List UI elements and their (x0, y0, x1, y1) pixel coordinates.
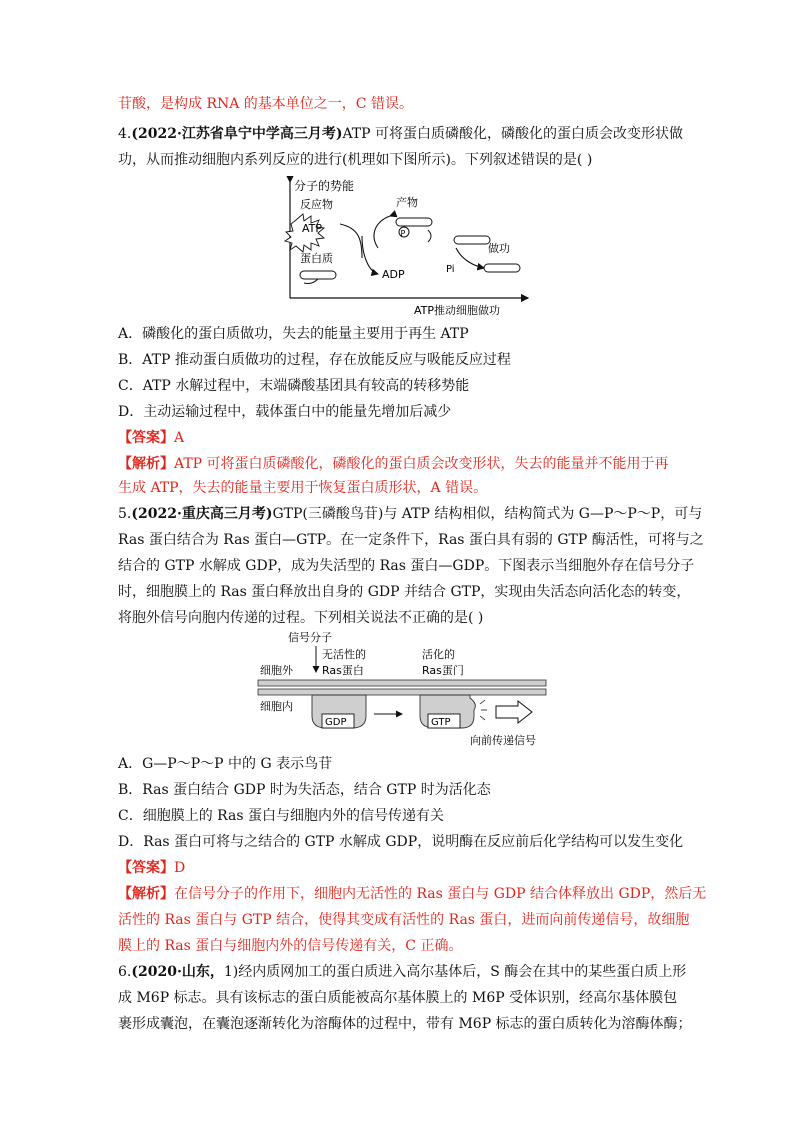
q5-option-c: C．细胞膜上的 Ras 蛋白与细胞内外的信号传递有关 (118, 808, 445, 824)
gtp-label: GTP (431, 717, 451, 728)
q4-stem-text: ATP 可将蛋白质磷酸化，磷酸化的蛋白质会改变形状做 (342, 126, 684, 142)
adp-curve-arrow (362, 236, 378, 274)
signal-molecule-label: 信号分子 (288, 631, 332, 644)
membrane-inner-layer (258, 689, 546, 695)
q5-answer (118, 858, 185, 878)
q6-stem-line3: 裹形成囊泡，在囊泡逐渐转化为溶酶体的过程中，带有 M6P 标志的蛋白质转化为溶酶体酶； (118, 1016, 692, 1032)
q4-option-d: D．主动运输过程中，载体蛋白中的能量先增加后减少 (118, 404, 452, 420)
intracellular-label: 细胞内 (260, 700, 293, 713)
q6-stem-line1 (118, 962, 686, 982)
q5-explanation-line3: 膜上的 Ras 蛋白与细胞内外的信号传递有关，C 正确。 (118, 938, 463, 954)
q5-stem-line4: 时，细胞膜上的 Ras 蛋白释放出自身的 GDP 并结合 GTP，实现由失活态向活化态的转变， (118, 584, 691, 600)
protein-tail-icon (304, 279, 318, 284)
q4-source: (2022·江苏省阜宁中学高三月考) (131, 126, 343, 142)
product-tail-icon (428, 230, 431, 242)
q5-stem-line5: 将胞外信号向胞内传递的过程。下列相关说法不正确的是( ) (118, 610, 484, 626)
ras-signal-diagram (256, 630, 556, 752)
reaction-curve-arrow (340, 224, 362, 258)
q5-explanation-tag: 【解析】 (118, 886, 174, 902)
q5-stem-text: GTP(三磷酸鸟苷)与 ATP 结构相似，结构简式为 G—P～P～P，可与 (272, 506, 703, 522)
q4-answer (118, 428, 184, 448)
q4-explanation-line1: 【解析】ATP 可将蛋白质磷酸化，磷酸化的蛋白质会改变形状，失去的能量并不能用于再 (118, 456, 669, 472)
pi-label: Pi (446, 264, 455, 275)
q6-stem-line2: 成 M6P 标志。具有该标志的蛋白质能被高尔基体膜上的 M6P 受体识别，经高尔基体膜包 (118, 990, 678, 1006)
active-ras-label-line1: 活化的 (422, 648, 455, 661)
forward-signal-label: 向前传递信号 (470, 734, 536, 747)
phosphate-label: P (400, 229, 406, 238)
q6-source: (2020·山东， (131, 964, 224, 980)
working-rod-lower-icon (484, 264, 520, 272)
q6-number: 6. (118, 964, 132, 980)
x-axis-label: ATP推动细胞做功 (414, 304, 501, 317)
q5-answer-value: D (174, 860, 186, 876)
previous-explanation-tail: 苷酸，是构成 RNA 的基本单位之一，C 错误。 (118, 96, 413, 112)
reactant-label: 反应物 (300, 198, 333, 211)
q5-explanation-line1: 【解析】在信号分子的作用下，细胞内无活性的 Ras 蛋白与 GDP 结合体释放出 GDP，然后无 (118, 886, 707, 902)
forward-signal-arrow (496, 701, 532, 723)
q5-stem-line2: Ras 蛋白结合为 Ras 蛋白—GTP。在一定条件下，Ras 蛋白具有弱的 GTP 酶活性，可将与之 (118, 532, 704, 548)
product-curve-arrow (374, 216, 390, 248)
q4-number: 4. (118, 126, 132, 142)
q5-option-d: D．Ras 蛋白可将与之结合的 GTP 水解成 GDP，说明酶在反应前后化学结构可以发生变化 (118, 834, 684, 850)
q4-stem-line2: 功，从而推动细胞内系列反应的进行(机理如下图所示)。下列叙述错误的是( ) (118, 152, 593, 168)
extracellular-label: 细胞外 (260, 664, 293, 677)
q5-stem-line1 (118, 504, 702, 524)
q4-option-b: B．ATP 推动蛋白质做功的过程，存在放能反应与吸能反应过程 (118, 352, 511, 368)
adp-label: ADP (382, 268, 405, 281)
q5-explanation-line2: 活性的 Ras 蛋白与 GTP 结合，使得其变成有活性的 Ras 蛋白，进而向前传递信号，故细胞 (118, 912, 690, 928)
activation-spark-icon (480, 700, 487, 720)
q4-answer-tag: 【答案】 (118, 430, 174, 446)
atp-label: ATP (302, 222, 323, 235)
q5-answer-tag: 【答案】 (118, 860, 174, 876)
q4-option-c: C．ATP 水解过程中，末端磷酸基团具有较高的转移势能 (118, 378, 470, 394)
inactive-ras-label-line2: Ras蛋白 (322, 664, 364, 677)
protein-rod-icon (300, 271, 336, 279)
inactive-ras-label-line1: 无活性的 (322, 648, 366, 661)
q4-option-a: A．磷酸化的蛋白质做功，失去的能量主要用于再生 ATP (118, 326, 469, 342)
q5-number: 5. (118, 506, 132, 522)
q4-explanation-tag: 【解析】 (118, 456, 174, 472)
gdp-label: GDP (325, 717, 347, 728)
q6-stem-text: 1)经内质网加工的蛋白质进入高尔基体后，S 酶会在其中的某些蛋白质上形 (223, 964, 687, 980)
q5-option-b: B．Ras 蛋白结合 GDP 时为失活态，结合 GTP 时为活化态 (118, 782, 491, 798)
product-label: 产物 (396, 196, 418, 209)
q5-stem-line3: 结合的 GTP 水解成 GDP，成为失活型的 Ras 蛋白—GDP。下图表示当细胞外存在信号分子 (118, 558, 695, 574)
active-ras-label-line2: Ras蛋门 (422, 664, 464, 677)
protein-label: 蛋白质 (300, 252, 333, 265)
working-rod-upper-icon (454, 236, 490, 244)
q5-option-a: A．G—P～P～P 中的 G 表示鸟苷 (118, 756, 333, 772)
product-rod-icon (396, 218, 432, 226)
atp-work-diagram (278, 176, 538, 318)
q5-source: (2022·重庆高三月考) (131, 506, 273, 522)
q4-explanation-line2: 生成 ATP，失去的能量主要用于恢复蛋白质形状，A 错误。 (118, 480, 488, 496)
work-curve-arrow (456, 248, 484, 268)
y-axis-label: 分子的势能 (294, 179, 355, 193)
work-label: 做功 (488, 242, 510, 255)
q4-stem-line1 (118, 124, 683, 144)
membrane-outer-layer (258, 680, 546, 686)
q4-answer-value: A (174, 430, 185, 446)
